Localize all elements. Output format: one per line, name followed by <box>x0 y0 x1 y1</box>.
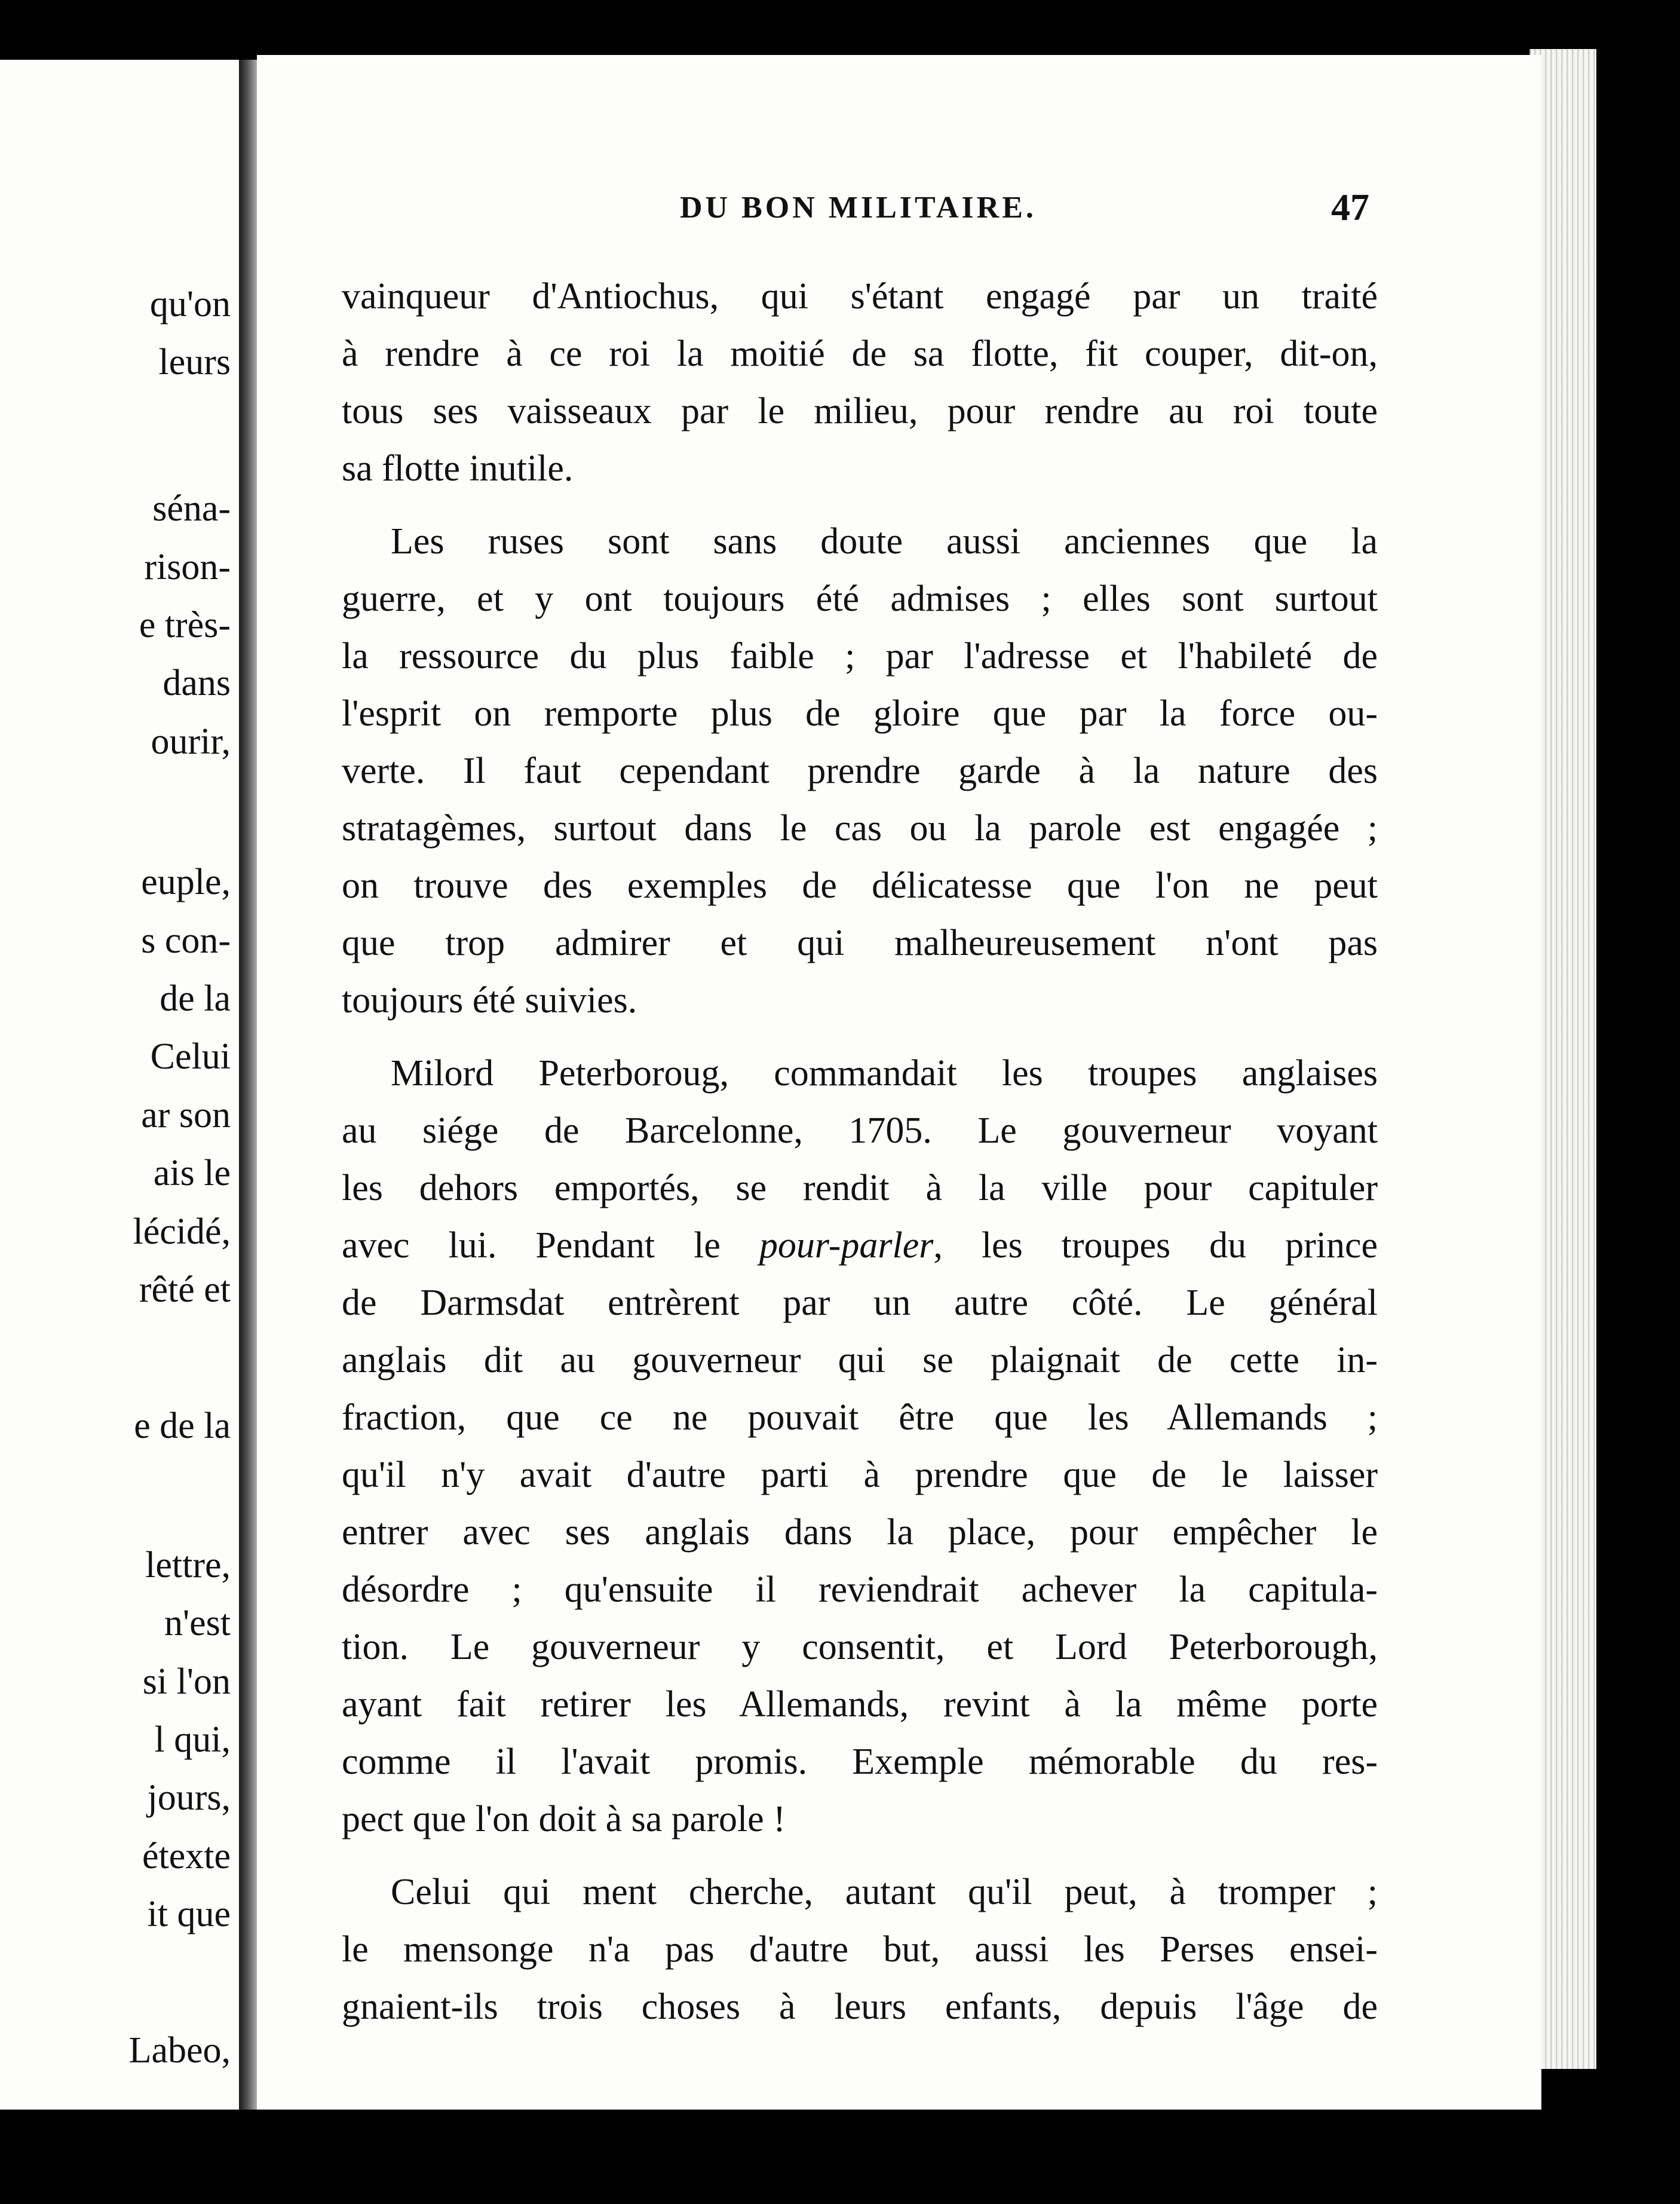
body-text <box>342 268 1378 2035</box>
left-page-line: jours, <box>147 1777 231 1818</box>
text-line: tion. Le gouverneur y consentit, et Lord Peterborough, <box>342 1627 1378 1667</box>
text-line: sa flotte inutile. <box>342 448 574 489</box>
left-page-line: lécidé, <box>133 1211 231 1252</box>
text-line: Celui qui ment cherche, autant qu'il peut, à tromper ; <box>391 1872 1378 1912</box>
facing-page-fragment <box>0 60 241 2110</box>
text-line: qu'il n'y avait d'autre parti à prendre que de le laisser <box>342 1455 1378 1495</box>
text-line: les dehors emportés, se rendit à la ville pour capituler <box>342 1168 1378 1208</box>
text-line: fraction, que ce ne pouvait être que les Allemands ; <box>342 1397 1378 1438</box>
left-page-line: dans <box>163 663 231 703</box>
page-number: 47 <box>1331 186 1369 228</box>
text-line: que trop admirer et qui malheureusement n'ont pas <box>342 923 1378 963</box>
text-line: ayant fait retirer les Allemands, revint à la même porte <box>342 1684 1378 1725</box>
text-line: tous ses vaisseaux par le milieu, pour rendre au roi toute <box>342 391 1378 431</box>
text-line: gnaient-ils trois choses à leurs enfants, depuis l'âge de <box>342 1986 1378 2027</box>
text-line: avec lui. Pendant le pour-parler, les troupes du prince <box>342 1225 1378 1266</box>
left-page-line: qu'on <box>149 284 231 325</box>
text-line: anglais dit au gouverneur qui se plaignait de cette in- <box>342 1340 1378 1380</box>
text-line: on trouve des exemples de délicatesse que l'on ne peut <box>342 865 1378 906</box>
running-head: DU BON MILITAIRE. <box>680 191 1037 225</box>
left-page-line: Celui <box>150 1036 231 1077</box>
left-page-line: e très- <box>139 605 231 645</box>
text-line: l'esprit on remporte plus de gloire que par la force ou- <box>342 693 1378 734</box>
text-line: au siége de Barcelonne, 1705. Le gouverneur voyant <box>342 1110 1378 1151</box>
text-line: verte. Il faut cependant prendre garde à la nature des <box>342 751 1378 791</box>
left-page-line: euple, <box>141 862 231 902</box>
left-page-line: rêté et <box>139 1269 231 1310</box>
italic-term: pour-parler <box>759 1225 934 1266</box>
left-page-line: séna- <box>152 488 231 529</box>
left-page-line: leurs <box>158 342 231 382</box>
text-line: de Darmsdat entrèrent par un autre côté. Le général <box>342 1282 1378 1323</box>
left-page-line: rison- <box>144 547 231 587</box>
left-page-line: e de la <box>134 1406 231 1446</box>
left-page-line: it que <box>147 1894 231 1934</box>
left-page-line: ourir, <box>151 721 231 762</box>
left-page-line: Labeo, <box>128 2030 231 2071</box>
text-line: pect que l'on doit à sa parole ! <box>342 1799 786 1839</box>
text-line: stratagèmes, surtout dans le cas ou la parole est engagée ; <box>342 808 1378 849</box>
text-line: Milord Peterboroug, commandait les troupes anglaises <box>391 1053 1378 1094</box>
left-page-line: s con- <box>141 920 231 961</box>
text-line: la ressource du plus faible ; par l'adresse et l'habileté de <box>342 636 1378 676</box>
left-page-line: l qui, <box>154 1719 231 1760</box>
text-line: toujours été suivies. <box>342 980 637 1021</box>
text-line: entrer avec ses anglais dans la place, pour empêcher le <box>342 1512 1378 1553</box>
left-page-line: ais le <box>153 1153 231 1193</box>
text-line: vainqueur d'Antiochus, qui s'étant engagé par un traité <box>342 276 1378 317</box>
left-page-line: de la <box>160 978 231 1019</box>
text-line: désordre ; qu'ensuite il reviendrait achever la capitula- <box>342 1569 1378 1610</box>
left-page-line: lettre, <box>145 1545 231 1585</box>
left-page-line: étexte <box>142 1836 231 1877</box>
left-page-line: n'est <box>164 1603 231 1643</box>
left-page-line: ar son <box>141 1095 231 1135</box>
left-page-line: si l'on <box>142 1661 231 1702</box>
text-line: Les ruses sont sans doute aussi anciennes que la <box>391 521 1378 562</box>
text-line: à rendre à ce roi la moitié de sa flotte, fit couper, dit-on, <box>342 333 1378 374</box>
text-line: comme il l'avait promis. Exemple mémorable du res- <box>342 1741 1378 1782</box>
text-line: guerre, et y ont toujours été admises ; elles sont surtout <box>342 578 1378 619</box>
text-line: le mensonge n'a pas d'autre but, aussi les Perses ensei- <box>342 1929 1378 1970</box>
